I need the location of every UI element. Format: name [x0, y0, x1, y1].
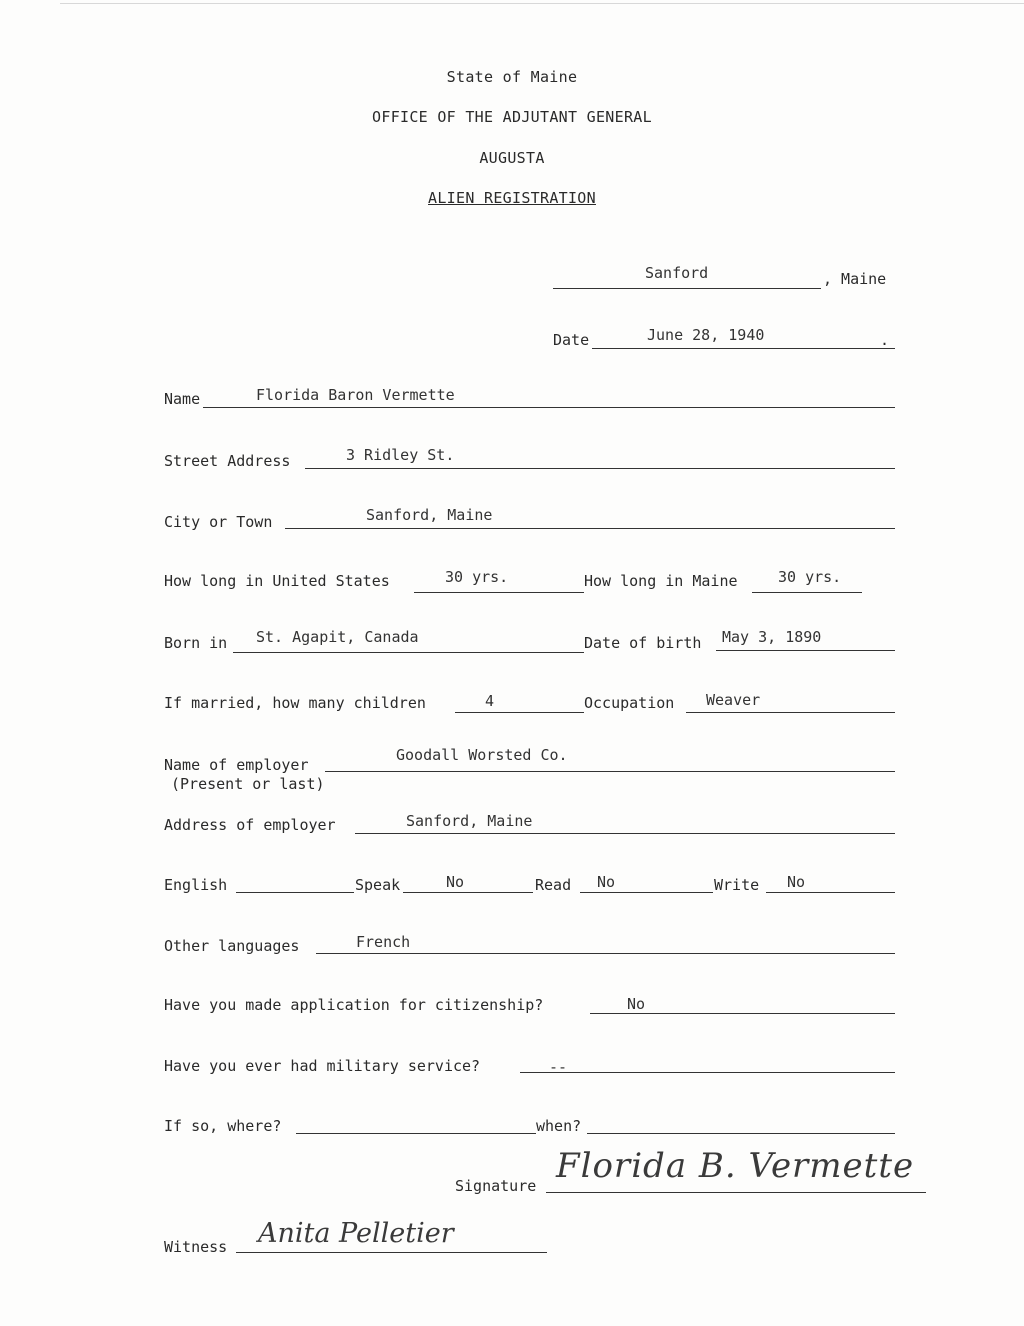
- form-title: ALIEN REGISTRATION: [428, 189, 596, 207]
- write-value[interactable]: No: [787, 873, 806, 891]
- street-value[interactable]: 3 Ridley St.: [346, 446, 455, 464]
- place-line: [553, 288, 821, 289]
- occupation-label: Occupation: [584, 694, 675, 712]
- signature-value[interactable]: Florida B. Vermette: [556, 1146, 915, 1186]
- name-value[interactable]: Florida Baron Vermette: [256, 386, 455, 404]
- city-town-label: City or Town: [164, 513, 273, 531]
- signature-line: [546, 1192, 926, 1193]
- where-line: [296, 1133, 536, 1134]
- where-label: If so, where?: [164, 1117, 282, 1135]
- employer-address-value[interactable]: Sanford, Maine: [406, 812, 533, 830]
- children-label: If married, how many children: [164, 694, 426, 712]
- military-label: Have you ever had military service?: [164, 1057, 481, 1075]
- street-label: Street Address: [164, 452, 291, 470]
- us-duration-label: How long in United States: [164, 572, 390, 590]
- employer-line: [325, 771, 895, 772]
- born-label: Born in: [164, 634, 228, 652]
- office-heading: OFFICE OF THE ADJUTANT GENERAL: [372, 108, 652, 126]
- other-languages-line: [316, 953, 895, 954]
- when-line: [587, 1133, 895, 1134]
- military-line: [520, 1072, 895, 1073]
- date-value[interactable]: June 28, 1940: [647, 326, 765, 344]
- read-label: Read: [535, 876, 572, 894]
- born-line: [233, 652, 584, 653]
- place-value[interactable]: Sanford: [645, 264, 709, 282]
- citizenship-line: [590, 1013, 895, 1014]
- witness-line: [236, 1252, 547, 1253]
- date-label: Date: [553, 331, 590, 349]
- name-line: [203, 407, 895, 408]
- employer-address-label: Address of employer: [164, 816, 336, 834]
- city-town-value[interactable]: Sanford, Maine: [366, 506, 493, 524]
- us-duration-value[interactable]: 30 yrs.: [445, 568, 509, 586]
- employer-address-line: [355, 833, 895, 834]
- read-value[interactable]: No: [597, 873, 616, 891]
- born-value[interactable]: St. Agapit, Canada: [256, 628, 419, 646]
- employer-value[interactable]: Goodall Worsted Co.: [396, 746, 568, 764]
- name-label: Name: [164, 390, 201, 408]
- city-heading: AUGUSTA: [479, 149, 545, 167]
- speak-line: [403, 892, 533, 893]
- employer-label: Name of employer: [164, 756, 309, 774]
- us-duration-line: [414, 592, 584, 593]
- citizenship-value[interactable]: No: [627, 995, 646, 1013]
- read-line: [580, 892, 713, 893]
- write-line: [766, 892, 895, 893]
- witness-value[interactable]: Anita Pelletier: [258, 1218, 454, 1249]
- citizenship-label: Have you made application for citizenship?: [164, 996, 544, 1014]
- state-heading: State of Maine: [446, 68, 578, 86]
- birth-date-value[interactable]: May 3, 1890: [722, 628, 822, 646]
- occupation-line: [686, 712, 895, 713]
- other-languages-value[interactable]: French: [356, 933, 411, 951]
- speak-label: Speak: [355, 876, 401, 894]
- witness-label: Witness: [164, 1238, 228, 1256]
- scan-edge-line: [60, 3, 1024, 4]
- english-label: English: [164, 876, 228, 894]
- write-label: Write: [714, 876, 760, 894]
- when-label: when?: [536, 1117, 582, 1135]
- employer-sublabel: (Present or last): [171, 775, 325, 793]
- other-languages-label: Other languages: [164, 937, 300, 955]
- birth-date-label: Date of birth: [584, 634, 702, 652]
- children-line: [455, 712, 584, 713]
- city-town-line: [285, 528, 895, 529]
- street-line: [305, 468, 895, 469]
- signature-label: Signature: [455, 1177, 537, 1195]
- english-line: [236, 892, 354, 893]
- maine-duration-line: [752, 592, 862, 593]
- children-value[interactable]: 4: [485, 692, 495, 710]
- occupation-value[interactable]: Weaver: [706, 691, 761, 709]
- date-line: [592, 348, 895, 349]
- place-suffix: , Maine: [823, 270, 887, 288]
- maine-duration-label: How long in Maine: [584, 572, 738, 590]
- speak-value[interactable]: No: [446, 873, 465, 891]
- maine-duration-value[interactable]: 30 yrs.: [778, 568, 842, 586]
- military-value[interactable]: --: [549, 1058, 568, 1076]
- date-end-mark: .: [880, 331, 890, 349]
- birth-date-line: [716, 650, 895, 651]
